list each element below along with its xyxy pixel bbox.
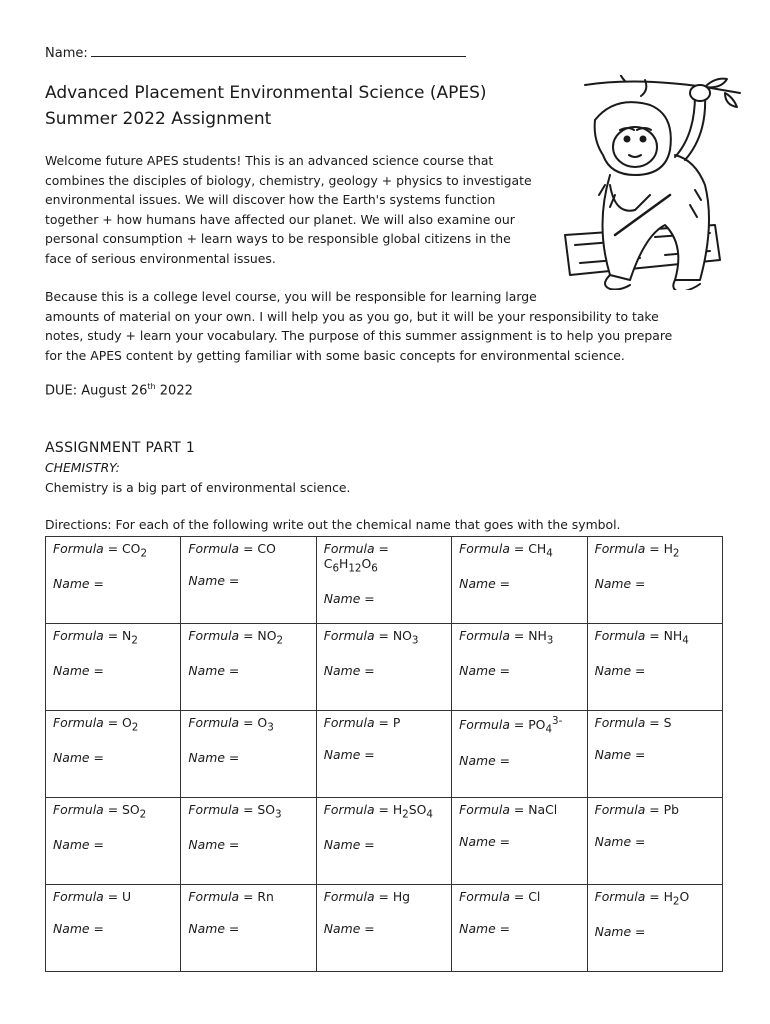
formula-line: Formula = $SO_2$ <box>53 802 147 821</box>
paragraph-line: personal consumption + learn ways to be responsible global citizens in the <box>45 231 511 246</box>
formula-label: Formula <box>188 628 240 643</box>
name-answer-label: Name = <box>323 663 375 679</box>
formula-value: $CO_2$ <box>122 541 148 560</box>
table-row <box>46 798 723 885</box>
name-answer-label: Name = <box>459 576 511 592</box>
intro-paragraph <box>45 151 532 268</box>
chemistry-subheading: CHEMISTRY: <box>45 460 120 475</box>
name-answer-label: Name = <box>459 752 511 768</box>
name-answer-label: Name = <box>594 747 646 762</box>
formula-cell[interactable] <box>46 537 181 624</box>
formula-line: Formula = P <box>323 715 401 730</box>
name-answer-label: Name = <box>323 837 375 853</box>
formula-line: Formula = $H_2SO_4$ <box>323 802 433 821</box>
formula-line: Formula = $CO_2$ <box>53 541 148 560</box>
formula-cell[interactable] <box>587 624 722 711</box>
formula-label: Formula <box>594 889 646 904</box>
formula-value: $NH_3$ <box>528 628 554 647</box>
formula-label: Formula <box>594 541 646 556</box>
formula-label: Formula <box>53 628 104 643</box>
formula-value: $H_2SO_4$ <box>392 802 433 821</box>
formula-cell[interactable] <box>316 798 451 885</box>
formula-label: Formula <box>188 541 240 556</box>
due-prefix: DUE: August 26 <box>45 383 148 399</box>
name-answer-label: Name = <box>459 834 511 849</box>
formula-value: $H_2$ <box>663 541 680 560</box>
name-answer-label: Name = <box>459 921 511 936</box>
formula-label: Formula <box>323 628 375 643</box>
name-answer-label: Name = <box>459 663 511 679</box>
name-answer-label: Name = <box>53 576 104 592</box>
formula-label: Formula <box>459 802 510 817</box>
formula-cell[interactable] <box>46 798 181 885</box>
name-answer-label: Name = <box>188 750 240 766</box>
formula-value: Hg <box>392 889 410 904</box>
name-answer-label: Name = <box>594 576 646 592</box>
formula-line: Formula = $NH_4$ <box>594 628 689 647</box>
formula-value: $SO_2$ <box>122 802 147 821</box>
formula-cell[interactable] <box>181 537 316 624</box>
formula-cell[interactable] <box>452 711 587 798</box>
formula-line: Formula = $C_6H_{12}O_6$ <box>323 541 389 575</box>
formula-line: Formula = $PO_4^{3-}$ <box>459 715 563 736</box>
document-title: Advanced Placement Environmental Science (APES) <box>45 83 487 103</box>
formula-cell[interactable] <box>46 624 181 711</box>
formula-label: Formula <box>53 715 104 730</box>
formula-label: Formula <box>323 889 375 904</box>
name-answer-label: Name = <box>323 921 375 936</box>
table-row <box>46 537 723 624</box>
formula-value: $CH_4$ <box>528 541 553 560</box>
name-answer-label: Name = <box>188 573 240 588</box>
formula-line: Formula = $SO_3$ <box>188 802 282 821</box>
formula-cell[interactable] <box>587 537 722 624</box>
paragraph-line: notes, study + learn your vocabulary. The purpose of this summer assignment is to help you prepare <box>45 328 673 343</box>
formula-value: P <box>392 715 401 730</box>
formula-value: $O_2$ <box>122 715 139 734</box>
formula-label: Formula <box>323 541 375 556</box>
formula-label: Formula <box>459 628 510 643</box>
formula-value: CO <box>257 541 276 556</box>
paragraph-line: together + how humans have affected our planet. We will also examine our <box>45 211 515 227</box>
paragraph-line: Welcome future APES students! This is an advanced science course that <box>45 153 494 168</box>
formula-cell[interactable] <box>316 537 451 624</box>
formula-cell[interactable] <box>452 885 587 972</box>
formula-label: Formula <box>53 541 104 556</box>
formula-table <box>45 536 723 972</box>
formula-value: $O_3$ <box>257 715 274 734</box>
formula-line: Formula = $H_2$ <box>594 541 680 560</box>
name-label: Name: <box>45 46 88 61</box>
formula-cell[interactable] <box>46 711 181 798</box>
formula-cell[interactable] <box>452 537 587 624</box>
name-answer-label: Name = <box>53 663 104 679</box>
formula-label: Formula <box>594 715 646 730</box>
formula-label: Formula <box>459 889 510 904</box>
chemistry-description: Chemistry is a big part of environmental science. <box>45 480 351 495</box>
name-blank-line <box>91 44 466 57</box>
formula-cell[interactable] <box>587 798 722 885</box>
name-answer-label: Name = <box>188 837 240 853</box>
formula-line: Formula = $CH_4$ <box>459 541 553 560</box>
formula-value: NaCl <box>528 802 558 817</box>
name-answer-label: Name = <box>323 747 375 762</box>
name-answer-label: Name = <box>188 663 240 679</box>
formula-cell[interactable] <box>587 885 722 972</box>
paragraph-line: amounts of material on your own. I will help you as you go, but it will be your responsibility to take <box>45 308 659 324</box>
formula-cell[interactable] <box>452 624 587 711</box>
name-answer-label: Name = <box>53 837 104 853</box>
due-suffix-sup: th <box>147 382 156 391</box>
name-answer-label: Name = <box>53 750 104 766</box>
formula-cell[interactable] <box>181 624 316 711</box>
name-answer-label: Name = <box>188 921 240 936</box>
paragraph-line: combines the disciples of biology, chemistry, geology + physics to investigate <box>45 172 532 188</box>
name-answer-label: Name = <box>53 921 104 936</box>
formula-value: $N_2$ <box>122 628 138 647</box>
formula-cell[interactable] <box>316 711 451 798</box>
formula-line: Formula = NaCl <box>459 802 558 817</box>
formula-line: Formula = Rn <box>188 889 274 904</box>
formula-cell[interactable] <box>181 798 316 885</box>
formula-value: $PO_4^{3-}$ <box>528 715 563 736</box>
name-answer-label: Name = <box>323 591 375 607</box>
formula-cell[interactable] <box>316 624 451 711</box>
formula-value: Pb <box>663 802 679 817</box>
formula-line: Formula = S <box>594 715 672 730</box>
formula-value: $C_6H_{12}O_6$ <box>323 556 378 575</box>
formula-line: Formula = $NO_2$ <box>188 628 284 647</box>
due-year: 2022 <box>155 383 193 399</box>
formula-value: $NH_4$ <box>663 628 689 647</box>
paragraph-line: Because this is a college level course, you will be responsible for learning large <box>45 289 537 304</box>
formula-line: Formula = Hg <box>323 889 410 904</box>
formula-label: Formula <box>594 628 646 643</box>
formula-label: Formula <box>188 802 240 817</box>
paragraph-line: for the APES content by getting familiar with some basic concepts for environmental science. <box>45 347 625 363</box>
formula-value: U <box>122 889 132 904</box>
name-answer-label: Name = <box>594 834 646 849</box>
formula-label: Formula <box>594 802 646 817</box>
formula-label: Formula <box>459 717 510 733</box>
formula-value: Cl <box>528 889 541 904</box>
formula-value: S <box>663 715 672 730</box>
orangutan-illustration <box>555 75 745 290</box>
formula-value: $NO_2$ <box>257 628 284 647</box>
formula-value: Rn <box>257 889 274 904</box>
assignment-part-heading: ASSIGNMENT PART 1 <box>45 440 196 456</box>
name-answer-label: Name = <box>594 663 646 679</box>
formula-line: Formula = $N_2$ <box>53 628 138 647</box>
formula-cell[interactable] <box>181 885 316 972</box>
formula-line: Formula = CO <box>188 541 276 556</box>
formula-line: Formula = $NO_3$ <box>323 628 419 647</box>
table-row <box>46 885 723 972</box>
name-answer-label: Name = <box>594 924 646 940</box>
formula-line: Formula = Cl <box>459 889 541 904</box>
formula-value: $SO_3$ <box>257 802 282 821</box>
formula-label: Formula <box>323 802 375 817</box>
formula-line: Formula = Pb <box>594 802 679 817</box>
document-subtitle: Summer 2022 Assignment <box>45 109 272 129</box>
formula-value: $NO_3$ <box>392 628 419 647</box>
formula-line: Formula = U <box>53 889 132 904</box>
formula-label: Formula <box>459 541 510 556</box>
paragraph-line: environmental issues. We will discover how the Earth's systems function <box>45 192 496 207</box>
formula-label: Formula <box>53 802 104 817</box>
formula-line: Formula = $H_2O$ <box>594 889 690 908</box>
course-paragraph <box>45 287 672 365</box>
directions-text: Directions: For each of the following write out the chemical name that goes with the symbol. <box>45 517 621 532</box>
table-row <box>46 624 723 711</box>
formula-line: Formula = $NH_3$ <box>459 628 554 647</box>
formula-line: Formula = $O_3$ <box>188 715 274 734</box>
table-row <box>46 711 723 798</box>
formula-label: Formula <box>323 715 375 730</box>
formula-label: Formula <box>53 889 104 904</box>
formula-label: Formula <box>188 889 240 904</box>
formula-cell[interactable] <box>181 711 316 798</box>
due-date <box>45 382 193 398</box>
formula-cell[interactable] <box>452 798 587 885</box>
formula-value: $H_2O$ <box>663 889 690 908</box>
name-field <box>45 44 466 61</box>
paragraph-line: face of serious environmental issues. <box>45 250 276 266</box>
formula-cell[interactable] <box>587 711 722 798</box>
formula-cell[interactable] <box>316 885 451 972</box>
formula-label: Formula <box>188 715 240 730</box>
formula-cell[interactable] <box>46 885 181 972</box>
formula-line: Formula = $O_2$ <box>53 715 139 734</box>
